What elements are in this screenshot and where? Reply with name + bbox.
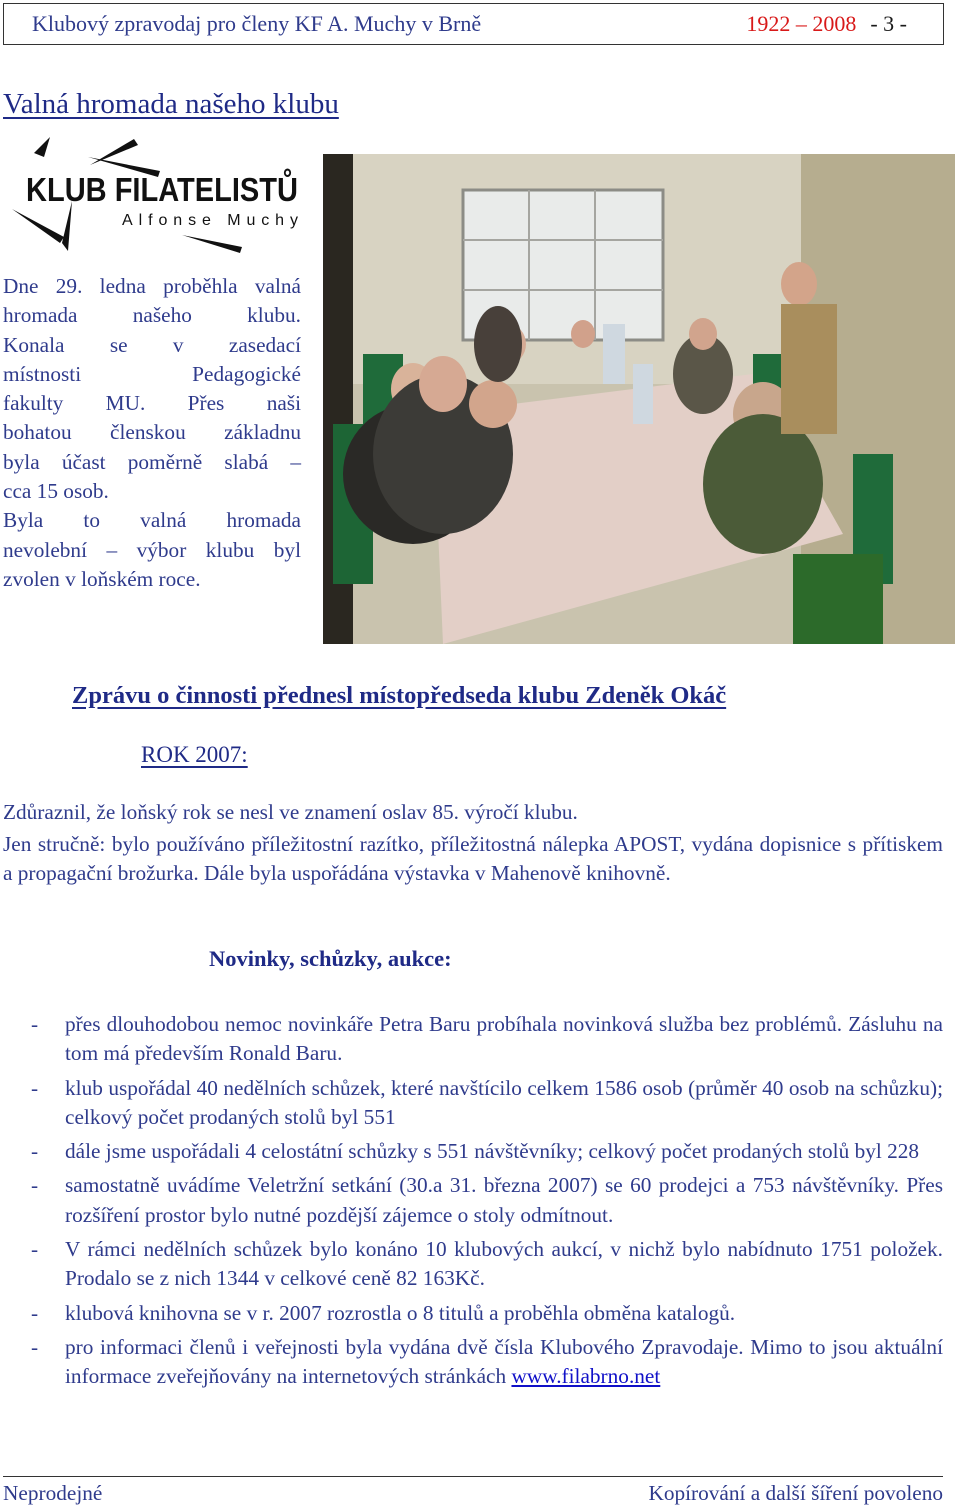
intro-line: Konala se v zasedací: [3, 332, 301, 357]
intro-line: hromada našeho klubu.: [3, 303, 301, 328]
logo-text-main: KLUB FILATELISTŮ: [26, 171, 336, 208]
list-dash: -: [31, 1173, 39, 1198]
header-right: [746, 4, 907, 44]
section-heading: Novinky, schůzky, aukce:: [209, 946, 452, 971]
intro-line: cca 15 osob.: [3, 479, 109, 504]
list-item-text: pro informaci členů i veřejnosti byla vydána dvě čísla Klubového Zpravodaje. Mimo to jsou aktuální informace zveřejňovány na internetových stránkách: [65, 1334, 943, 1389]
list-dash: -: [31, 1300, 39, 1325]
list-item: [3, 1171, 943, 1230]
year-heading: ROK 2007:: [141, 742, 248, 767]
intro-line: fakulty MU. Přes naši: [3, 391, 301, 416]
footer-divider: [3, 1476, 943, 1477]
report-heading: Zprávu o činnosti přednesl místopředseda klubu Zdeněk Okáč: [72, 682, 727, 709]
article-title: Valná hromada našeho klubu: [3, 88, 339, 120]
list-item-text: klub uspořádal 40 nedělních schůzek, které navštícilo celkem 1586 osob (průměr 40 osob na schůzku); celkový počet prodaných stolů byl 551: [65, 1075, 943, 1129]
paragraph-anniversary: Zdůraznil, že loňský rok se nesl ve znamení oslav 85. výročí klubu.: [3, 800, 578, 824]
list-dash: -: [31, 1334, 39, 1359]
list-item: [3, 1010, 943, 1069]
list-dash: -: [31, 1075, 39, 1100]
website-link[interactable]: www.filabrno.net: [511, 1364, 661, 1389]
logo-text-sub: Alfonse Muchy: [122, 212, 298, 229]
intro-line: nevolební – výbor klubu byl: [3, 537, 301, 562]
list-dash: -: [31, 1012, 39, 1036]
header-newsletter-title: Klubový zpravodaj pro členy KF A. Muchy v Brně: [32, 11, 482, 36]
list-item-text: dále jsme uspořádali 4 celostátní schůzky s 551 návštěvníky; celkový počet prodaných stolů byl 228: [65, 1139, 920, 1164]
intro-line: místnosti Pedagogické: [3, 361, 301, 386]
club-logo: [4, 135, 336, 255]
footer-left: Neprodejné: [3, 1481, 103, 1505]
intro-line: bohatou členskou základnu: [3, 420, 301, 445]
intro-line: zvolen v loňském roce.: [3, 566, 201, 591]
page-header: [3, 3, 944, 45]
intro-line: Byla to valná hromada: [3, 508, 301, 533]
intro-line: Dne 29. ledna proběhla valná: [3, 274, 301, 298]
list-item-text: klubová knihovna se v r. 2007 rozrostla o 8 titulů a proběhla obměna katalogů.: [65, 1300, 736, 1325]
list-item-text: V rámci nedělních schůzek bylo konáno 10 klubových aukcí, v nichž bylo nabídnuto 1751 položek. Prodalo se z nich 1344 v celkové ceně 82 163Kč.: [65, 1237, 943, 1291]
list-item: [3, 1137, 943, 1166]
page-number: - 3 -: [870, 11, 907, 36]
list-item: [3, 1333, 943, 1392]
list-item: [3, 1074, 943, 1133]
intro-line: byla účast poměrně slabá –: [3, 449, 301, 474]
header-years: 1922 – 2008: [746, 11, 857, 36]
list-item: [3, 1299, 943, 1328]
meeting-photo: [323, 154, 955, 644]
footer-right: Kopírování a další šíření povoleno: [648, 1481, 943, 1505]
list-dash: -: [31, 1139, 39, 1164]
paragraph-activities: Jen stručně: bylo používáno příležitostní razítko, příležitostná nálepka APOST, vydána dopisnice s přítiskem a propagační brožurka. Dále byla uspořádána výstavka v Mahenově knihovně.: [3, 832, 943, 886]
activity-list: [3, 1010, 943, 1397]
list-item: [3, 1235, 943, 1294]
list-dash: -: [31, 1237, 39, 1262]
intro-paragraph: [3, 272, 301, 594]
list-item-text: přes dlouhodobou nemoc novinkáře Petra Baru probíhala novinková služba bez problémů. Zásluhu na tom má především Ronald Baru.: [65, 1012, 943, 1066]
list-item-text: samostatně uvádíme Veletržní setkání (30.a 31. března 2007) se 60 prodejci a 753 návštěvníky. Přes rozšíření prostor bylo nutné pozdější zájemce o stoly odmítnout.: [65, 1173, 943, 1227]
